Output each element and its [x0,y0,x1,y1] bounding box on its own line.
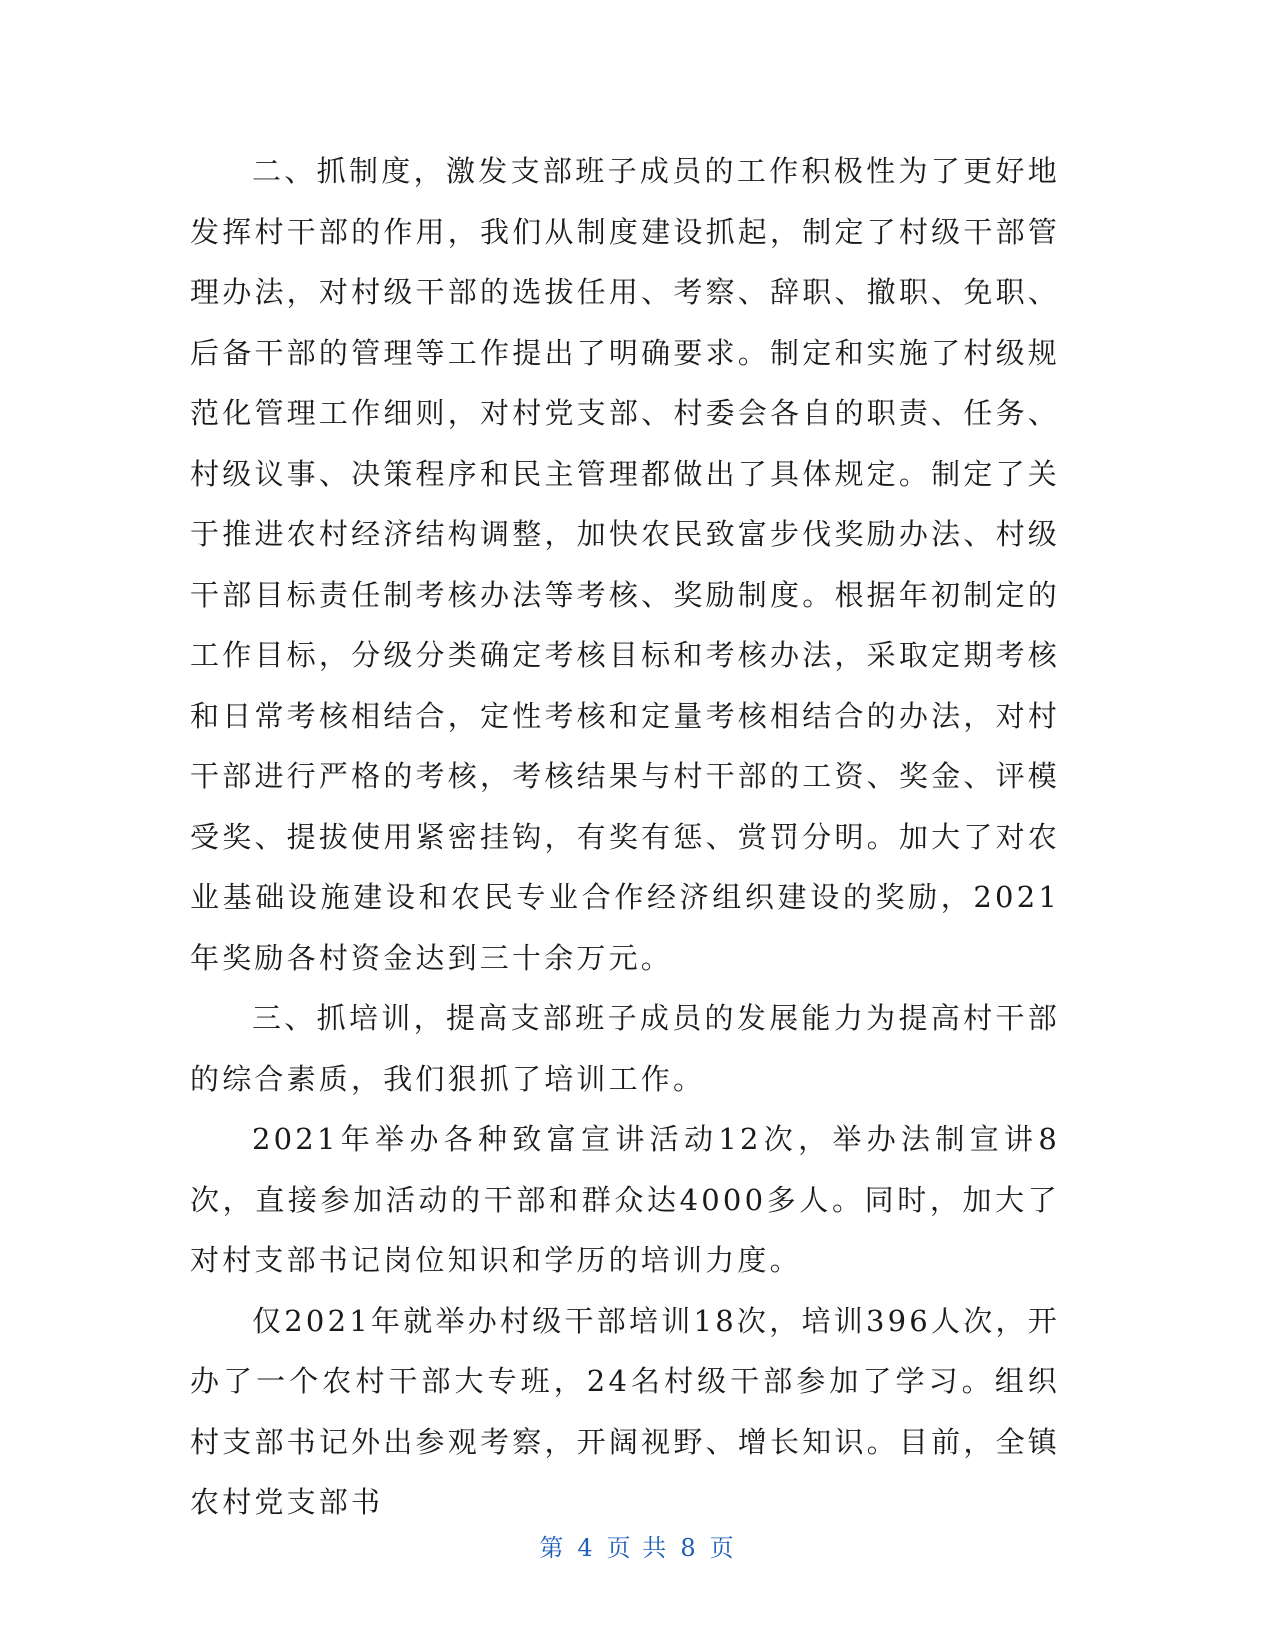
page-body [190,141,1060,1533]
footer-middle: 页 共 [606,1534,669,1562]
footer-suffix: 页 [709,1534,736,1562]
paragraph-2: 三、抓培训，提高支部班子成员的发展能力为提高村干部的综合素质，我们狠抓了培训工作。 [190,1001,1060,1096]
paragraph-4: 仅2021年就举办村级干部培训18次，培训396人次，开办了一个农村干部大专班，24名村级干部参加了学习。组织村支部书记外出参观考察，开阔视野、增长知识。目前，全镇农村党支部书 [190,1303,1060,1519]
page-footer [0,1528,1275,1563]
paragraph-3: 2021年举办各种致富宣讲活动12次，举办法制宣讲8次，直接参加活动的干部和群众达4000多人。同时，加大了对村支部书记岗位知识和学历的培训力度。 [190,1122,1060,1277]
paragraph-1: 二、抓制度，激发支部班子成员的工作积极性为了更好地发挥村干部的作用，我们从制度建设抓起，制定了村级干部管理办法，对村级干部的选拔任用、考察、辞职、撤职、免职、后备干部的管理等工作提出了明确要求。制定和实施了村级规范化管理工作细则，对村党支部、村委会各自的职责、任务、村级议事、决策程序和民主管理都做出了具体规定。制定了关于推进农村经济结构调整，加快农民致富步伐奖励办法、村级干部目标责任制考核办法等考核、奖励制度。根据年初制定的工作目标，分级分类确定考核目标和考核办法，采取定期考核和日常考核相结合，定性考核和定量考核相结合的办法，对村干部进行严格的考核，考核结果与村干部的工资、奖金、评模受奖、提拔使用紧密挂钩，有奖有惩、赏罚分明。加大了对农业基础设施建设和农民专业合作经济组织建设的奖励，2021年奖励各村资金达到三十余万元。 [190,154,1060,975]
footer-prefix: 第 [539,1534,566,1562]
footer-current-page: 4 [577,1534,595,1562]
footer-total-pages: 8 [680,1534,698,1562]
